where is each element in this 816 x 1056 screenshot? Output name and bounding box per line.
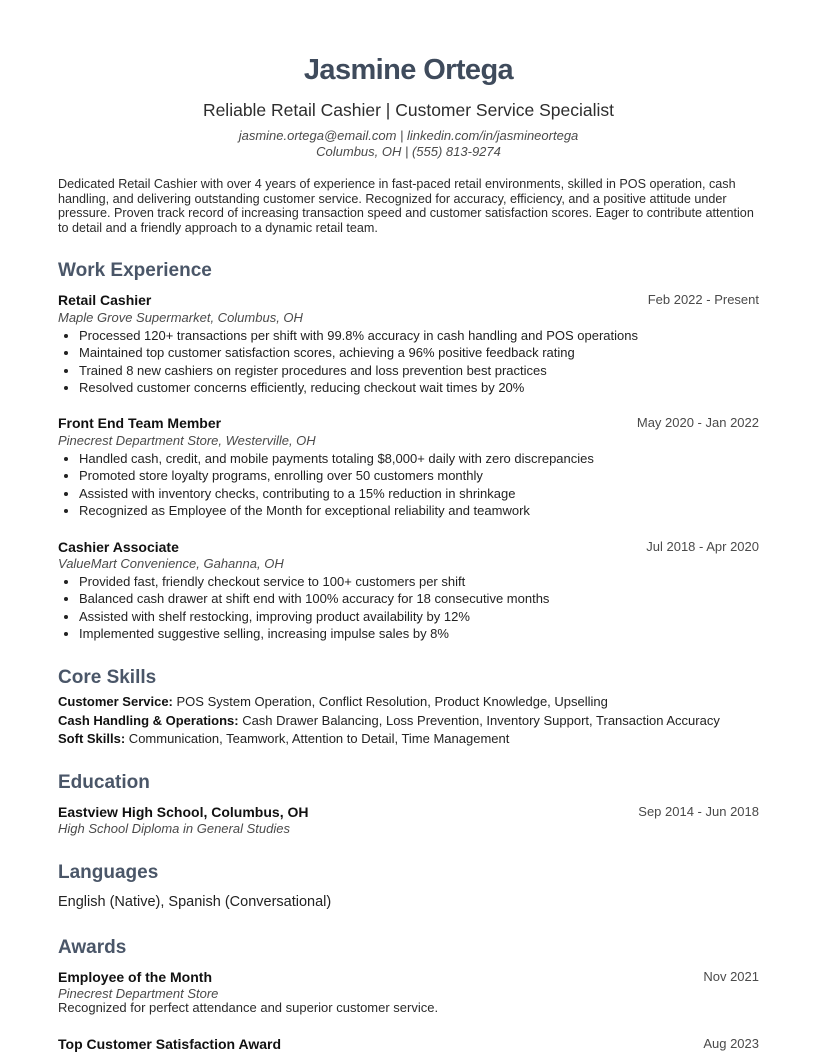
- skill-values: Communication, Teamwork, Attention to Detail, Time Management: [125, 731, 510, 746]
- award-description: Recognized for perfect attendance and superior customer service.: [58, 1000, 439, 1015]
- award-header: [58, 968, 759, 986]
- job-bullet: • Processed 120+ transactions per shift with 99.8% accuracy in cash handling and POS operations: [79, 327, 759, 344]
- job-bullet: • Resolved customer concerns efficiently, reducing checkout wait times by 20%: [79, 379, 759, 396]
- job-bullet: • Provided fast, friendly checkout service to 100+ customers per shift: [79, 573, 759, 590]
- job-bullet: • Assisted with shelf restocking, improving product availability by 12%: [79, 608, 759, 625]
- section-title-awards: Awards: [58, 937, 127, 958]
- skill-line-soft-skills: [58, 731, 509, 747]
- job-company: Maple Grove Supermarket, Columbus, OH: [58, 310, 303, 325]
- skill-line-cash-handling: [58, 713, 720, 729]
- job-title: Front End Team Member: [58, 415, 222, 431]
- award-title: Employee of the Month: [58, 969, 212, 985]
- section-title-core-skills: Core Skills: [58, 667, 157, 688]
- job-bullet: • Assisted with inventory checks, contributing to a 15% reduction in shrinkage: [79, 485, 759, 502]
- section-title-work-experience: Work Experience: [58, 260, 212, 281]
- skill-category: Cash Handling & Operations:: [58, 713, 239, 728]
- job-bullets: [58, 450, 759, 520]
- candidate-name: Jasmine Ortega: [303, 54, 514, 86]
- award-organization: Pinecrest Department Store: [58, 986, 219, 1001]
- job-bullet: • Maintained top customer satisfaction scores, achieving a 96% positive feedback rating: [79, 344, 759, 361]
- award-date: Aug 2023: [703, 1036, 759, 1051]
- award-header: [58, 1035, 759, 1053]
- contact-line-email-linkedin: jasmine.ortega@email.com | linkedin.com/in/jasmineortega: [238, 128, 579, 143]
- education-header: [58, 803, 759, 821]
- job-header: [58, 538, 759, 556]
- skill-category: Soft Skills:: [58, 731, 126, 746]
- job-company: Pinecrest Department Store, Westerville, OH: [58, 433, 316, 448]
- award-date: Nov 2021: [703, 969, 759, 984]
- languages-list: English (Native), Spanish (Conversational): [58, 894, 332, 910]
- job-bullet: • Promoted store loyalty programs, enrolling over 50 customers monthly: [79, 467, 759, 484]
- award-title: Top Customer Satisfaction Award: [58, 1036, 281, 1052]
- job-bullet: • Balanced cash drawer at shift end with 100% accuracy for 18 consecutive months: [79, 590, 759, 607]
- job-company: ValueMart Convenience, Gahanna, OH: [58, 556, 284, 571]
- job-header: [58, 414, 759, 432]
- skill-values: POS System Operation, Conflict Resolution, Product Knowledge, Upselling: [172, 694, 608, 709]
- skill-category: Customer Service:: [58, 694, 173, 709]
- candidate-headline: Reliable Retail Cashier | Customer Service Specialist: [202, 100, 615, 120]
- job-bullet: • Recognized as Employee of the Month for exceptional reliability and teamwork: [79, 502, 759, 519]
- job-dates: May 2020 - Jan 2022: [636, 415, 759, 430]
- job-dates: Jul 2018 - Apr 2020: [646, 539, 759, 554]
- professional-summary: Dedicated Retail Cashier with over 4 years of experience in fast-paced retail environments, skilled in POS operation, cash handling, and delivering outstanding customer service. Recognized for accuracy, efficiency, and a positive attitude under pressure. Proven track record of increasing transaction speed and customer satisfaction scores. Eager to contribute attention to detail and a friendly approach to a dynamic retail team.: [58, 177, 754, 235]
- job-bullet: • Implemented suggestive selling, increasing impulse sales by 8%: [79, 625, 759, 642]
- job-header: [58, 291, 759, 309]
- job-title: Cashier Associate: [58, 539, 179, 555]
- education-degree: High School Diploma in General Studies: [58, 821, 290, 836]
- job-dates: Feb 2022 - Present: [647, 292, 759, 307]
- skill-line-customer-service: [58, 694, 608, 710]
- education-dates: Sep 2014 - Jun 2018: [638, 804, 759, 819]
- job-bullet: • Trained 8 new cashiers on register procedures and loss prevention best practices: [79, 362, 759, 379]
- section-title-languages: Languages: [58, 862, 159, 883]
- school-name: Eastview High School, Columbus, OH: [58, 804, 309, 820]
- skill-values: Cash Drawer Balancing, Loss Prevention, Inventory Support, Transaction Accuracy: [238, 713, 720, 728]
- job-title: Retail Cashier: [58, 292, 152, 308]
- section-title-education: Education: [58, 772, 150, 793]
- job-bullets: [58, 573, 759, 643]
- job-bullet: • Handled cash, credit, and mobile payments totaling $8,000+ daily with zero discrepancies: [79, 450, 759, 467]
- contact-line-location-phone: Columbus, OH | (555) 813-9274: [316, 144, 501, 159]
- job-bullets: [58, 327, 759, 397]
